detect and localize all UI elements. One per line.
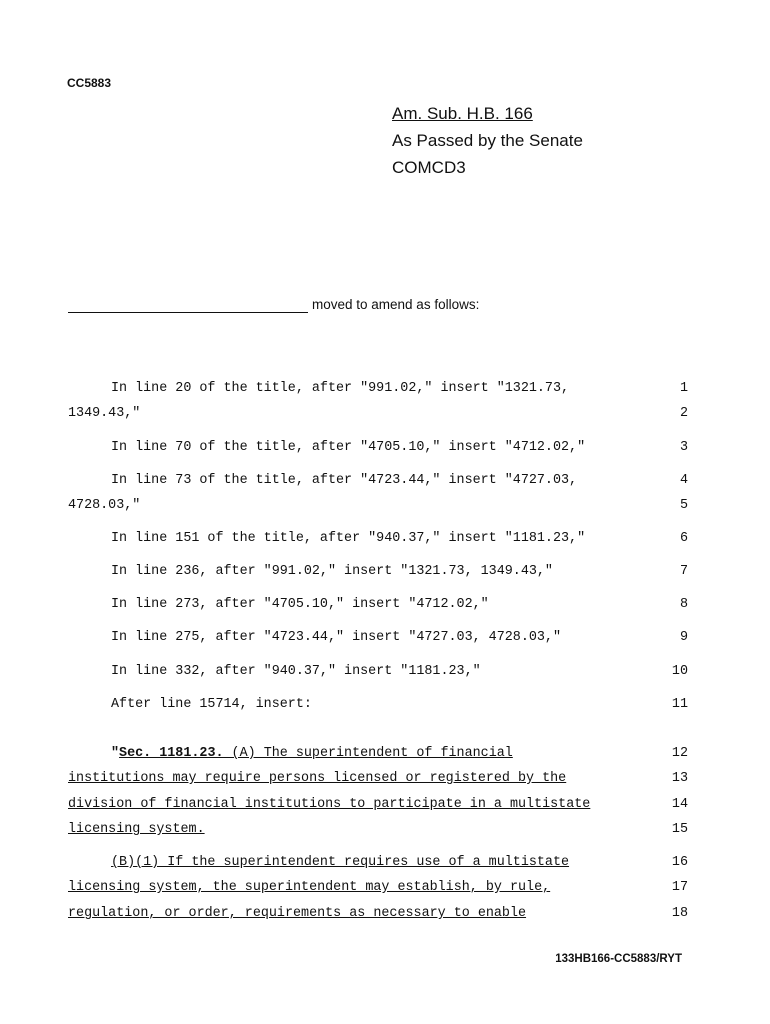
line-10 [0,664,770,682]
line-4 [0,473,770,491]
line-15 [0,822,770,840]
line-7 [0,564,770,582]
line-text: institutions may require persons licensed or registered by the [68,771,567,786]
line-number: 3 [679,440,688,455]
line-number: 17 [671,880,688,895]
document-id: CC5883 [67,76,112,90]
line-text: In line 151 of the title, after "940.37," insert "1181.23," [111,531,586,546]
footer-code: 133HB166-CC5883/RYT [555,953,682,965]
line-number: 2 [679,406,688,421]
line-number: 18 [671,906,688,921]
line-number: 8 [679,597,688,612]
line-11 [0,697,770,715]
line-number: 11 [671,697,688,712]
line-16 [0,855,770,873]
line-text: In line 20 of the title, after "991.02," insert "1321.73, [111,381,570,396]
bill-number: Am. Sub. H.B. 166 [392,104,533,123]
bill-status: As Passed by the Senate [392,131,583,150]
line-number: 10 [671,664,688,679]
line-text: (B)(1) If the superintendent requires use of a multistate [111,855,570,870]
line-number: 6 [679,531,688,546]
line-number: 13 [671,771,688,786]
line-text: In line 273, after "4705.10," insert "4712.02," [111,597,489,612]
line-number: 1 [679,381,688,396]
line-5 [0,498,770,516]
line-number: 14 [671,797,688,812]
line-18 [0,906,770,924]
line-text: 4728.03," [68,498,141,513]
line-text: licensing system, the superintendent may establish, by rule, [68,880,551,895]
line-text: 1349.43," [68,406,141,421]
line-14 [0,797,770,815]
line-text: In line 332, after "940.37," insert "1181.23," [111,664,481,679]
line-text: In line 73 of the title, after "4723.44," insert "4727.03, [111,473,578,488]
line-number: 12 [671,746,688,761]
mover-text: moved to amend as follows: [312,297,480,312]
line-number: 9 [679,630,688,645]
inserted-text: (A) The superintendent of financial [223,746,513,761]
line-text: In line 275, after "4723.44," insert "4727.03, 4728.03," [111,630,561,645]
line-number: 7 [679,564,688,579]
mover-signature-line [68,312,308,313]
line-2 [0,406,770,424]
line-number: 4 [679,473,688,488]
line-text [111,746,513,761]
line-12 [0,746,770,764]
line-number: 5 [679,498,688,513]
line-1 [0,381,770,399]
line-6 [0,531,770,549]
line-text: After line 15714, insert: [111,697,312,712]
line-17 [0,880,770,898]
section-number: Sec. 1181.23. [119,746,224,761]
line-8 [0,597,770,615]
open-quote: " [111,746,120,761]
line-text: In line 70 of the title, after "4705.10," insert "4712.02," [111,440,586,455]
line-text: In line 236, after "991.02," insert "1321.73, 1349.43," [111,564,553,579]
line-number: 15 [671,822,688,837]
bill-header [392,100,583,181]
line-text: division of financial institutions to participate in a multistate [68,797,591,812]
line-text: regulation, or order, requirements as necessary to enable [68,906,527,921]
line-text: licensing system. [68,822,205,837]
line-number: 16 [671,855,688,870]
bill-code: COMCD3 [392,158,466,177]
line-3 [0,440,770,458]
line-13 [0,771,770,789]
line-9 [0,630,770,648]
